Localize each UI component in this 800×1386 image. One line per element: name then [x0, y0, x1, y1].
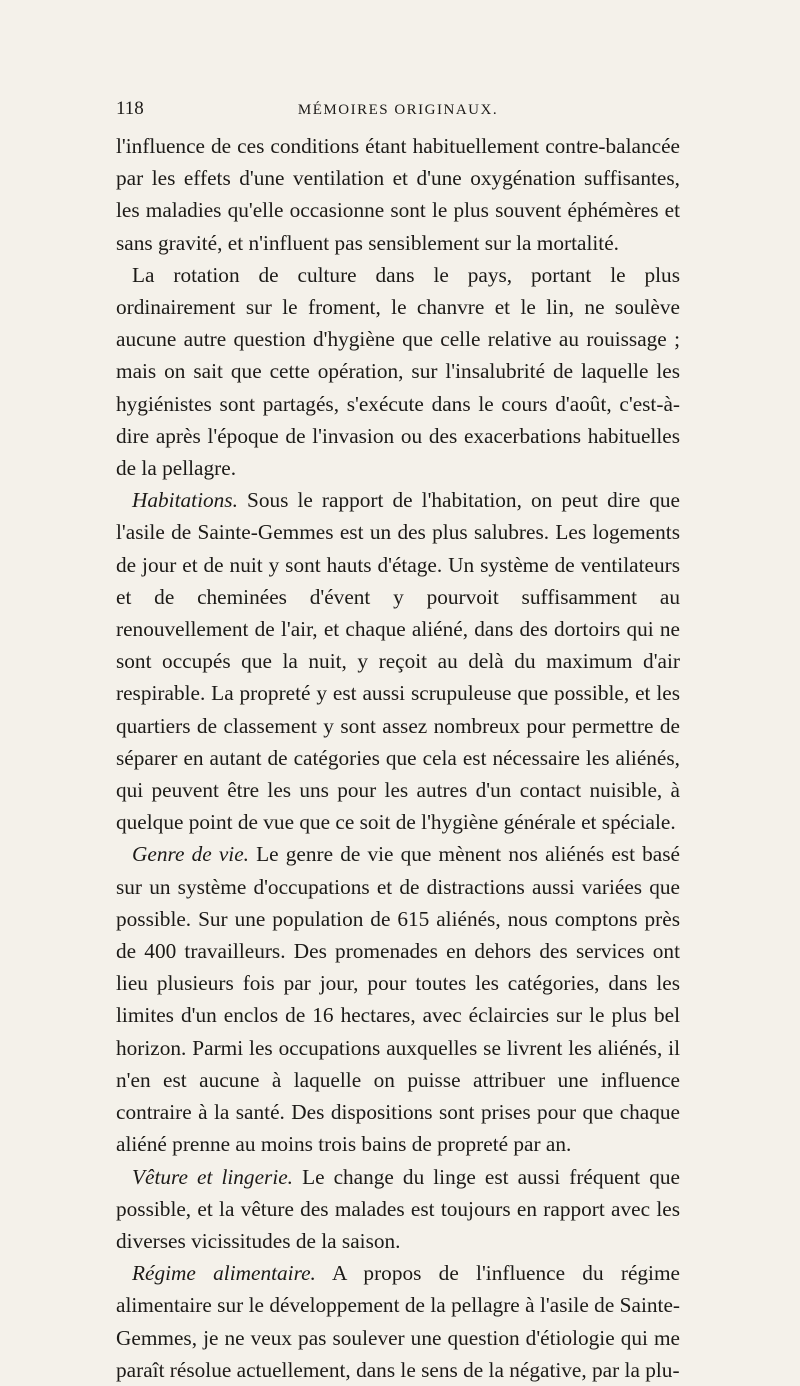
paragraph-genre-de-vie [116, 838, 680, 1160]
paragraph-text: Le genre de vie que mènent nos aliénés est basé sur un système d'occupations et de distractions aussi variées que possible. Sur une population de 615 aliénés, nous comptons près de 400 travailleurs. Des promenades en dehors des services ont lieu plusieurs fois par jour, pour toutes les catégories, dans les limites d'un enclos de 16 hectares, avec éclaircies sur le plus bel horizon. Parmi les occupations auxquelles se livrent les aliénés, il n'en est aucune à laquelle on puisse attribuer une influence contraire à la santé. Des dispositions sont prises pour que chaque aliéné prenne au moins trois bains de propreté par an. [116, 842, 681, 1157]
paragraph-rotation [116, 259, 680, 484]
paragraph-regime [116, 1257, 680, 1386]
paragraph-text: Le change du linge est aussi fréquent que possible, et la vêture des malades est toujours en rapport avec les diverses vicissitudes de la saison. [116, 1164, 680, 1253]
running-title: MÉMOIRES ORIGINAUX. [297, 102, 499, 118]
paragraph-text: Sous le rapport de l'habitation, on peut dire que l'asile de Sainte-Gemmes est un des plus salubres. Les logements de jour et de nuit y sont hauts d'étage. Un système de ventilateurs et de cheminées d'évent y pourvoit suffisamment au renouvellement de l'air, et chaque aliéné, dans des dortoirs qui ne sont occupés que la nuit, y reçoit au delà du maximum d'air respirable. La propreté y est aussi scrupuleuse que possible, et les quartiers de classement y sont assez nombreux pour permettre de séparer en autant de catégories que cela est nécessaire les aliénés, qui peuvent être les uns pour les autres d'un contact nuisible, à quelque point de vue que ce soit de l'hygiène générale et spéciale. [116, 488, 680, 835]
paragraph-continuation [116, 130, 680, 259]
paragraph-habitations [116, 484, 680, 838]
body-text [116, 130, 680, 1386]
section-lead: Régime alimentaire. [132, 1261, 316, 1286]
section-lead: Vêture et lingerie. [132, 1164, 294, 1189]
page-header [116, 98, 680, 124]
paragraph-text: l'influence de ces conditions étant habituellement contre-balancée par les effets d'une ventilation et d'une oxygénation suffisantes, les maladies qu'elle occasionne sont le plus souvent éphémères et sans gravité, et n'influent pas sensiblement sur la mortalité. [116, 134, 680, 255]
paragraph-text: La rotation de culture dans le pays, portant le plus ordinairement sur le froment, le chanvre et le lin, ne soulève aucune autre question d'hygiène que celle relative au rouissage ; mais on sait que cette opération, sur l'insalubrité de laquelle les hygiénistes sont partagés, s'exécute dans le cours d'août, c'est-à-dire après l'époque de l'invasion ou des exacerbations habituelles de la pellagre. [116, 262, 680, 481]
paragraph-text: A propos de l'influence du régime alimentaire sur le développement de la pellagre à l'asile de Sainte-Gemmes, je ne veux pas soulever une question d'étiologie qui me paraît résolue actuellement, dans le sens de la négative, par la plu- [116, 1261, 680, 1382]
section-lead: Habitations. [132, 488, 238, 513]
section-lead: Genre de vie. [132, 842, 249, 867]
paragraph-veture [116, 1161, 680, 1258]
page-number: 118 [116, 98, 144, 119]
